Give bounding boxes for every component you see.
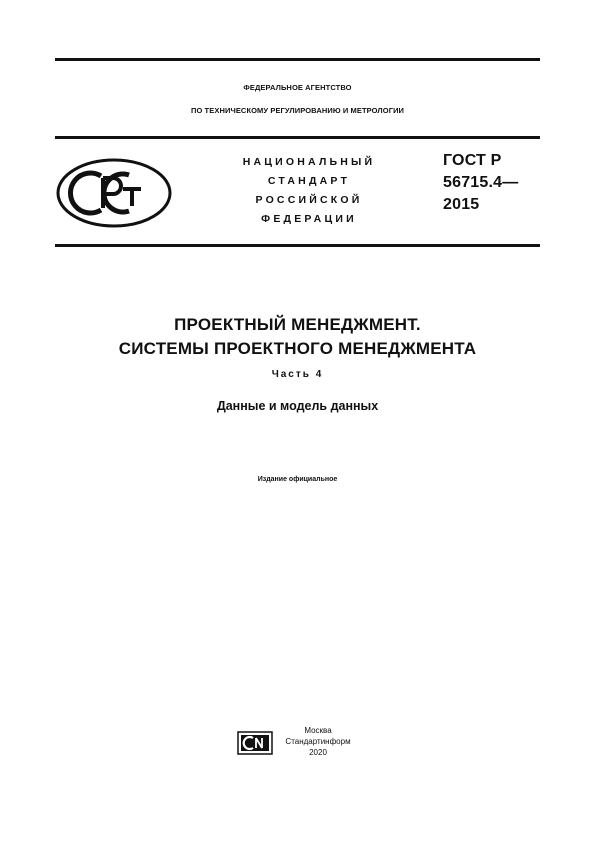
top-rule xyxy=(55,58,540,61)
document-title-line-1: ПРОЕКТНЫЙ МЕНЕДЖМЕНТ. xyxy=(174,315,421,334)
document-title-line-2: СИСТЕМЫ ПРОЕКТНОГО МЕНЕДЖМЕНТА xyxy=(118,339,477,358)
publisher-city: Москва xyxy=(304,726,332,735)
document-part: Часть 4 xyxy=(271,369,324,380)
national-line-1: НАЦИОНАЛЬНЫЙ xyxy=(242,156,376,168)
agency-line-1: ФЕДЕРАЛЬНОЕ АГЕНТСТВО xyxy=(243,83,352,92)
national-standard-label xyxy=(214,153,404,229)
gost-designation xyxy=(443,150,518,216)
gost-number: 56715.4— xyxy=(443,174,519,191)
agency-line-2: ПО ТЕХНИЧЕСКОМУ РЕГУЛИРОВАНИЮ И МЕТРОЛОГИИ xyxy=(190,106,405,115)
publisher-info xyxy=(276,725,360,758)
gost-year: 2015 xyxy=(443,196,480,213)
national-line-4: ФЕДЕРАЦИИ xyxy=(261,213,357,225)
national-line-3: РОССИЙСКОЙ xyxy=(255,194,363,206)
standard-block-rule xyxy=(55,244,540,247)
edition-label: Издание официальное xyxy=(257,476,338,483)
gost-label: ГОСТ Р xyxy=(443,152,502,169)
standartinform-logo-icon xyxy=(237,731,273,755)
publisher-name: Стандартинформ xyxy=(285,737,351,746)
header-rule xyxy=(55,136,540,139)
publisher-year: 2020 xyxy=(309,748,327,757)
rst-certification-mark-icon xyxy=(55,158,173,228)
national-line-2: СТАНДАРТ xyxy=(267,175,351,187)
document-subtitle: Данные и модель данных xyxy=(216,399,379,413)
